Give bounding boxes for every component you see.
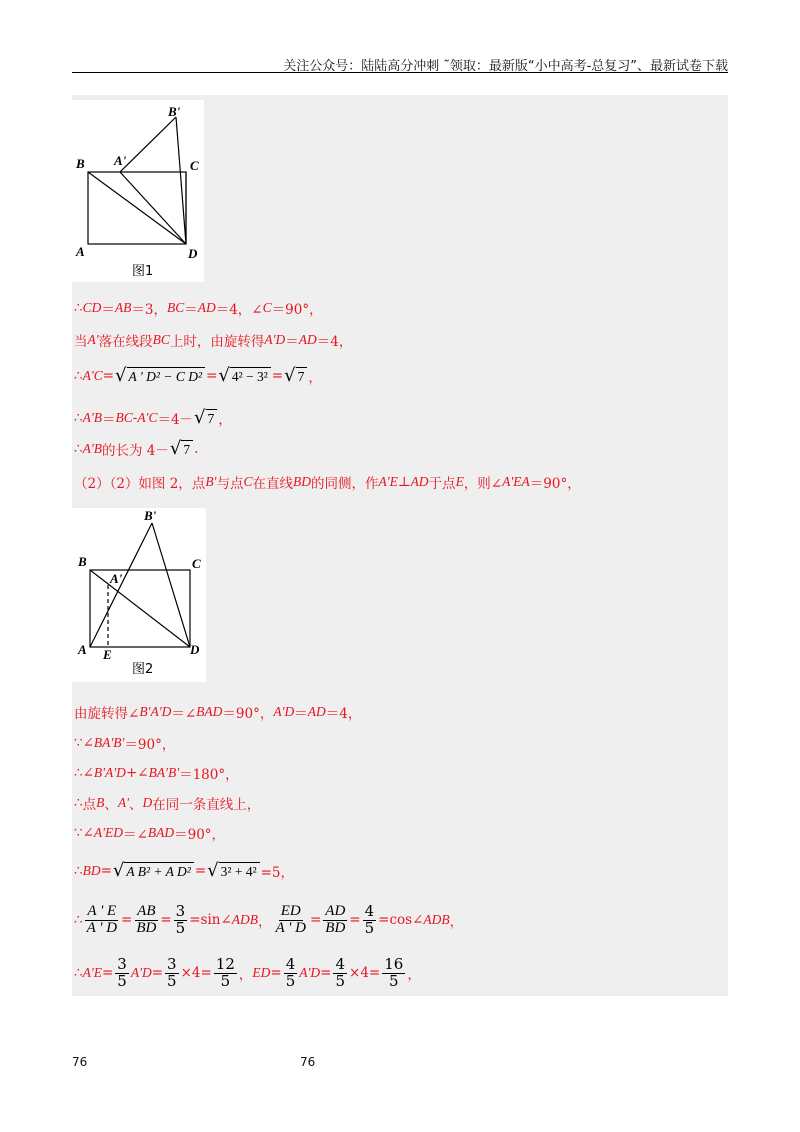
fraction (134, 904, 158, 937)
numerator: A ' E (87, 903, 117, 919)
text: 由旋转得∠ (74, 706, 140, 722)
text: = (102, 368, 115, 384)
text: ＝∠ (171, 706, 197, 722)
fig2-label-aprime: A' (110, 571, 123, 586)
text: ＝4－ (157, 412, 194, 428)
radicand: A ' D² − C D² (127, 367, 205, 385)
denominator: 5 (117, 971, 127, 990)
solution-line-7 (74, 702, 361, 722)
var: AD (298, 332, 317, 347)
therefore-symbol: ∴ (74, 441, 83, 457)
sqrt-expression: √ 7 (284, 367, 307, 385)
denominator: 5 (220, 971, 231, 990)
var: E (455, 474, 464, 489)
text: ＝ (101, 302, 115, 318)
var: BC (115, 410, 133, 425)
therefore-symbol: ∴ (74, 300, 83, 316)
text: = (271, 368, 284, 384)
fraction (85, 904, 119, 937)
footer-page-number-center: 76 (300, 1055, 316, 1069)
text: ， (407, 967, 421, 984)
var: A'C (82, 368, 103, 383)
figure-2 (72, 508, 206, 682)
var: A'E (82, 965, 102, 981)
solution-line-6 (74, 472, 581, 492)
var: A' (87, 332, 99, 347)
fraction (165, 957, 179, 990)
text: ＝3， (131, 302, 167, 318)
var: ED (252, 965, 271, 981)
var: A' (117, 795, 129, 810)
text: ＝90°， (174, 827, 226, 843)
text: ＝ (294, 706, 308, 722)
radicand: 7 (206, 409, 218, 427)
text: 的长为 4－ (101, 443, 169, 459)
fraction (363, 904, 377, 937)
radicand: A B² + A D² (124, 862, 193, 880)
text: +∠ (125, 765, 149, 781)
text: ＝90°， (222, 706, 274, 722)
text: ＝ (184, 302, 198, 318)
text: - (132, 410, 138, 426)
fraction (115, 957, 129, 990)
because-symbol: ∵ (74, 825, 83, 841)
figure-1 (72, 100, 204, 282)
numerator: 16 (384, 955, 404, 973)
fig2-caption: 图2 (132, 662, 154, 677)
text: ×4= (349, 965, 381, 982)
fraction (333, 957, 347, 990)
fig2-label-c: C (192, 556, 201, 571)
text: ， (449, 914, 464, 931)
text: =cos∠ (378, 912, 424, 929)
text: ＝ (101, 412, 116, 428)
var: A'EA (502, 474, 530, 489)
fraction (214, 957, 237, 990)
text: 在直线 (252, 476, 293, 492)
fraction (284, 957, 298, 990)
denominator: 5 (285, 971, 296, 990)
var: A'C (137, 410, 158, 425)
text: = (101, 965, 114, 982)
text: ， (218, 412, 232, 428)
header-rule (72, 72, 728, 73)
fig2-label-bprime: B' (144, 508, 157, 523)
text: = (121, 912, 133, 929)
var: A'D (264, 332, 286, 347)
text: = (194, 863, 207, 879)
var: A'D (273, 704, 295, 719)
text: 于点 (428, 476, 456, 492)
text: ⊥ (397, 474, 411, 490)
fig1-label-a: A (76, 244, 85, 259)
text: = (160, 912, 172, 929)
sqrt-expression: √ A B² + A D² (113, 862, 194, 880)
fig1-label-b: B (76, 156, 85, 171)
therefore-symbol: ∴ (74, 368, 83, 384)
solution-line-14 (74, 957, 421, 990)
text: = (349, 912, 361, 929)
therefore-symbol: ∴ (74, 765, 83, 781)
denominator: BD (136, 919, 157, 936)
fraction (323, 904, 347, 937)
solution-line-9 (74, 763, 239, 783)
text: ＝ (285, 334, 299, 350)
var-bc: BC (166, 300, 185, 315)
text: ＝90°， (529, 476, 581, 492)
page-header: 关注公众号：陆陆高分冲刺 ˜领取：最新版“小中高考-总复习”、最新试卷下载 (283, 59, 728, 74)
var: BA'B' (93, 735, 125, 750)
text: ＝4， (325, 706, 362, 722)
var: B'A'D (139, 704, 172, 719)
radicand: 7 (181, 440, 193, 458)
text: 、 (104, 797, 118, 813)
therefore-symbol: ∴ (74, 965, 83, 982)
text: ＝4，∠ (215, 302, 263, 318)
numerator: 4 (364, 902, 375, 920)
text: ＝∠ (123, 827, 148, 843)
numerator: 3 (117, 955, 127, 973)
fig2-label-b: B (78, 554, 87, 569)
text: ∠ (82, 825, 94, 841)
var: A'B (82, 441, 102, 456)
var: BD (292, 474, 311, 489)
sqrt-expression: √ 7 (194, 409, 217, 427)
text: = (309, 912, 322, 929)
text: ×4= (180, 965, 212, 982)
numerator: 4 (285, 955, 296, 973)
var: A'D (130, 965, 152, 981)
solution-line-2 (74, 330, 352, 350)
solution-line-8 (74, 733, 175, 753)
numerator: 3 (167, 955, 177, 973)
therefore-symbol: ∴ (74, 863, 83, 879)
text: ， (258, 914, 272, 931)
fig1-caption: 图1 (132, 264, 154, 279)
var: A'ED (93, 825, 124, 840)
text: ∠ (82, 735, 94, 751)
therefore-symbol: ∴ (74, 912, 83, 929)
denominator: A ' D (86, 919, 118, 936)
text: ＝90°， (124, 737, 176, 753)
denominator: A ' D (275, 919, 306, 936)
numerator: AD (325, 903, 346, 919)
denominator: 5 (335, 971, 346, 990)
radicand: 7 (296, 367, 308, 385)
var: A'D (299, 965, 321, 981)
sqrt-expression: √ A ' D² − C D² (115, 367, 205, 385)
denominator: 5 (389, 971, 399, 990)
var-cd: CD (82, 300, 102, 315)
var: BAD (147, 825, 175, 840)
radicand: 3² + 4² (219, 862, 260, 880)
therefore-symbol: ∴ (74, 795, 83, 811)
text: 落在线段 (98, 334, 153, 350)
solution-line-4 (74, 408, 232, 428)
solution-line-12 (74, 861, 294, 881)
text: = (206, 368, 218, 384)
numerator: ED (280, 903, 301, 919)
fig2-label-d: D (190, 642, 200, 657)
solution-line-5 (74, 439, 198, 459)
text: 的同侧，作 (310, 476, 379, 492)
fig1-label-d: D (188, 246, 198, 261)
footer-page-number-left: 76 (72, 1055, 88, 1069)
var: B (96, 795, 105, 810)
text: = (151, 965, 164, 982)
solution-line-3 (74, 366, 322, 386)
text: = (320, 965, 332, 982)
text: （2）（2）如图 2，点 (74, 476, 206, 492)
var: BAD (196, 704, 223, 719)
var: AD (410, 474, 429, 489)
text: 在同一条直线上， (152, 797, 261, 813)
radicand: 4² − 3² (230, 367, 271, 385)
because-symbol: ∵ (74, 735, 83, 751)
solution-line-11 (74, 823, 225, 843)
var: B'A'D (93, 765, 126, 780)
text: ＝180°， (179, 767, 239, 783)
var: B' (205, 474, 217, 489)
text: ∠ (82, 765, 94, 781)
var: A'B (82, 410, 102, 425)
fig1-label-c: C (190, 158, 199, 173)
text: ＝90°， (271, 302, 323, 318)
fig2-label-e: E (103, 647, 112, 662)
var: BD (82, 863, 101, 878)
text: . (194, 441, 199, 457)
denominator: 5 (167, 971, 177, 990)
numerator: 3 (175, 902, 186, 920)
text: ，则∠ (463, 476, 503, 492)
denominator: 5 (364, 918, 375, 937)
text: =5， (260, 865, 295, 881)
text: ， (308, 370, 322, 386)
denominator: BD (325, 919, 346, 936)
text: 、 (128, 797, 143, 813)
var: A'E (378, 474, 398, 489)
text: = (100, 863, 112, 879)
fraction (174, 904, 188, 937)
text: 与点 (216, 476, 244, 492)
text: = (270, 965, 282, 982)
var: ADB (231, 912, 259, 928)
denominator: 5 (175, 918, 186, 937)
therefore-symbol: ∴ (74, 410, 83, 426)
var: BA'B' (148, 765, 180, 780)
text: ＝4， (316, 334, 353, 350)
text: =sin∠ (189, 912, 232, 929)
fig1-label-aprime: A' (114, 153, 127, 168)
fraction (382, 957, 405, 990)
sqrt-expression: √ 4² − 3² (218, 367, 270, 385)
fraction (274, 904, 308, 937)
var-ad: AD (197, 300, 216, 315)
fig1-label-bprime: B' (168, 104, 181, 119)
solution-line-10 (74, 793, 260, 813)
var-c: C (262, 300, 272, 315)
fig2-label-a: A (78, 642, 87, 657)
var: C (243, 474, 253, 489)
sqrt-expression: √ 7 (170, 440, 193, 458)
solution-line-13 (74, 904, 463, 937)
numerator: 12 (215, 955, 235, 973)
solution-line-1 (74, 298, 323, 318)
sqrt-expression: √ 3² + 4² (207, 862, 259, 880)
numerator: AB (137, 903, 156, 919)
var: AD (307, 704, 326, 719)
var: BC (152, 332, 170, 347)
text: 点 (82, 797, 97, 813)
text: 当 (74, 334, 88, 350)
var-ab: AB (114, 300, 132, 315)
text: 上时，由旋转得 (169, 334, 265, 350)
var: D (142, 795, 153, 810)
numerator: 4 (335, 955, 346, 973)
text: ， (238, 967, 253, 984)
var: ADB (423, 912, 450, 928)
